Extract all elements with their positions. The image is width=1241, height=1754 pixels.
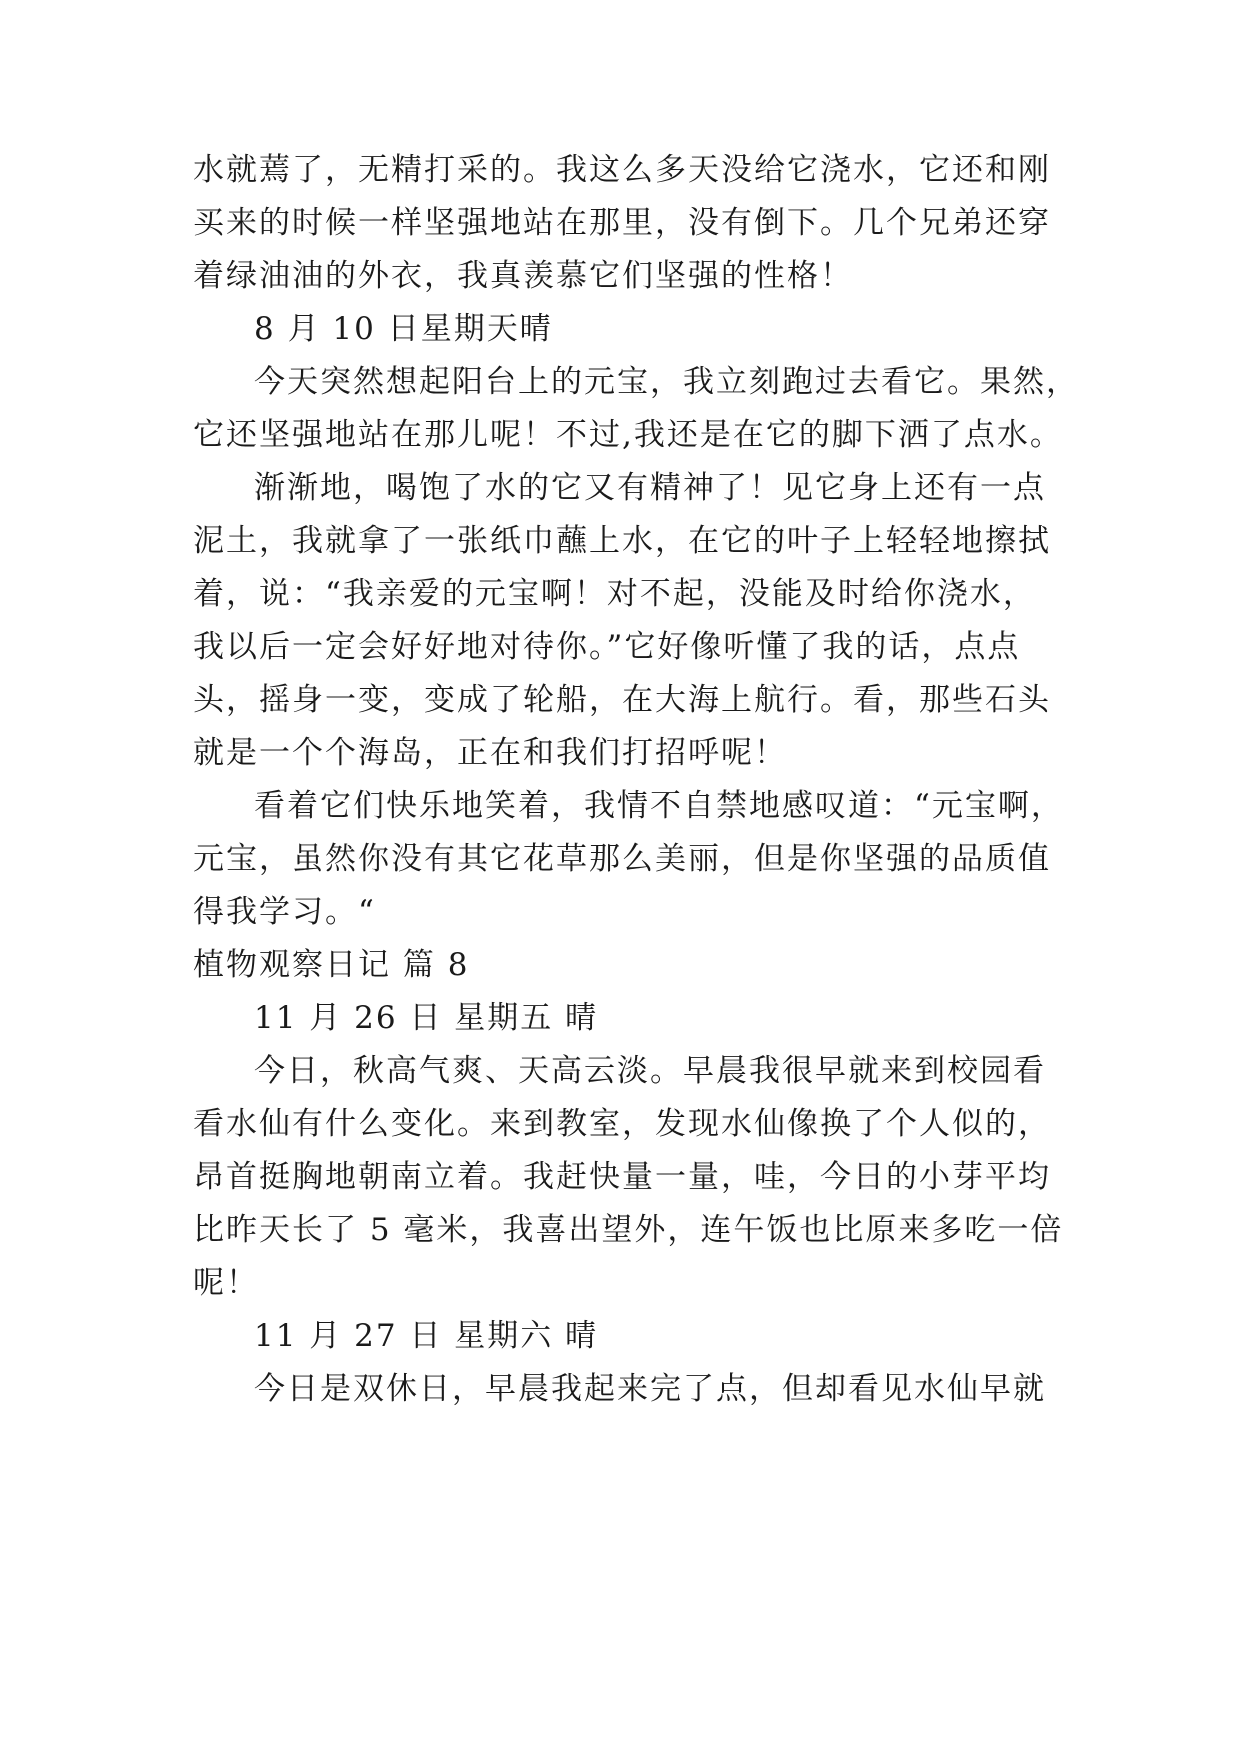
text-line: 买来的时候一样坚强地站在那里，没有倒下。几个兄弟还穿 — [193, 205, 1051, 241]
text-line: 看水仙有什么变化。来到教室，发现水仙像换了个人似的， — [193, 1106, 1051, 1142]
date-heading: 11 月 26 日 星期五 晴 — [254, 1000, 599, 1036]
date-heading: 11 月 27 日 星期六 晴 — [254, 1318, 599, 1354]
text-line: 今日是双休日，早晨我起来完了点，但却看见水仙早就 — [254, 1371, 1046, 1407]
date-heading: 8 月 10 日星期天晴 — [254, 311, 553, 347]
text-line: 着，说：“我亲爱的元宝啊！对不起，没能及时给你浇水， — [193, 576, 1036, 612]
text-line: 它还坚强地站在那儿呢！不过,我还是在它的脚下洒了点水。 — [193, 417, 1063, 453]
text-line: 得我学习。“ — [193, 894, 376, 930]
text-line: 就是一个个海岛，正在和我们打招呼呢！ — [193, 735, 787, 771]
text-line: 比昨天长了 5 毫米，我喜出望外，连午饭也比原来多吃一倍 — [193, 1212, 1064, 1248]
text-line: 水就蔫了，无精打采的。我这么多天没给它浇水，它还和刚 — [193, 152, 1051, 188]
section-title: 植物观察日记 篇 8 — [193, 947, 470, 983]
text-line: 头，摇身一变，变成了轮船，在大海上航行。看，那些石头 — [193, 682, 1051, 718]
text-line: 呢！ — [193, 1265, 259, 1301]
text-line: 我以后一定会好好地对待你。”它好像听懂了我的话，点点 — [193, 629, 1021, 665]
text-line: 看着它们快乐地笑着，我情不自禁地感叹道：“元宝啊， — [254, 788, 1064, 824]
text-line: 着绿油油的外衣，我真羡慕它们坚强的性格！ — [193, 258, 853, 294]
text-line: 渐渐地，喝饱了水的它又有精神了！见它身上还有一点 — [254, 470, 1046, 506]
text-line: 泥土，我就拿了一张纸巾蘸上水，在它的叶子上轻轻地擦拭 — [193, 523, 1051, 559]
text-line: 元宝，虽然你没有其它花草那么美丽，但是你坚强的品质值 — [193, 841, 1051, 877]
text-line: 今天突然想起阳台上的元宝，我立刻跑过去看它。果然， — [254, 364, 1079, 400]
text-line: 今日，秋高气爽、天高云淡。早晨我很早就来到校园看 — [254, 1053, 1046, 1089]
text-line: 昂首挺胸地朝南立着。我赶快量一量，哇，今日的小芽平均 — [193, 1159, 1051, 1195]
